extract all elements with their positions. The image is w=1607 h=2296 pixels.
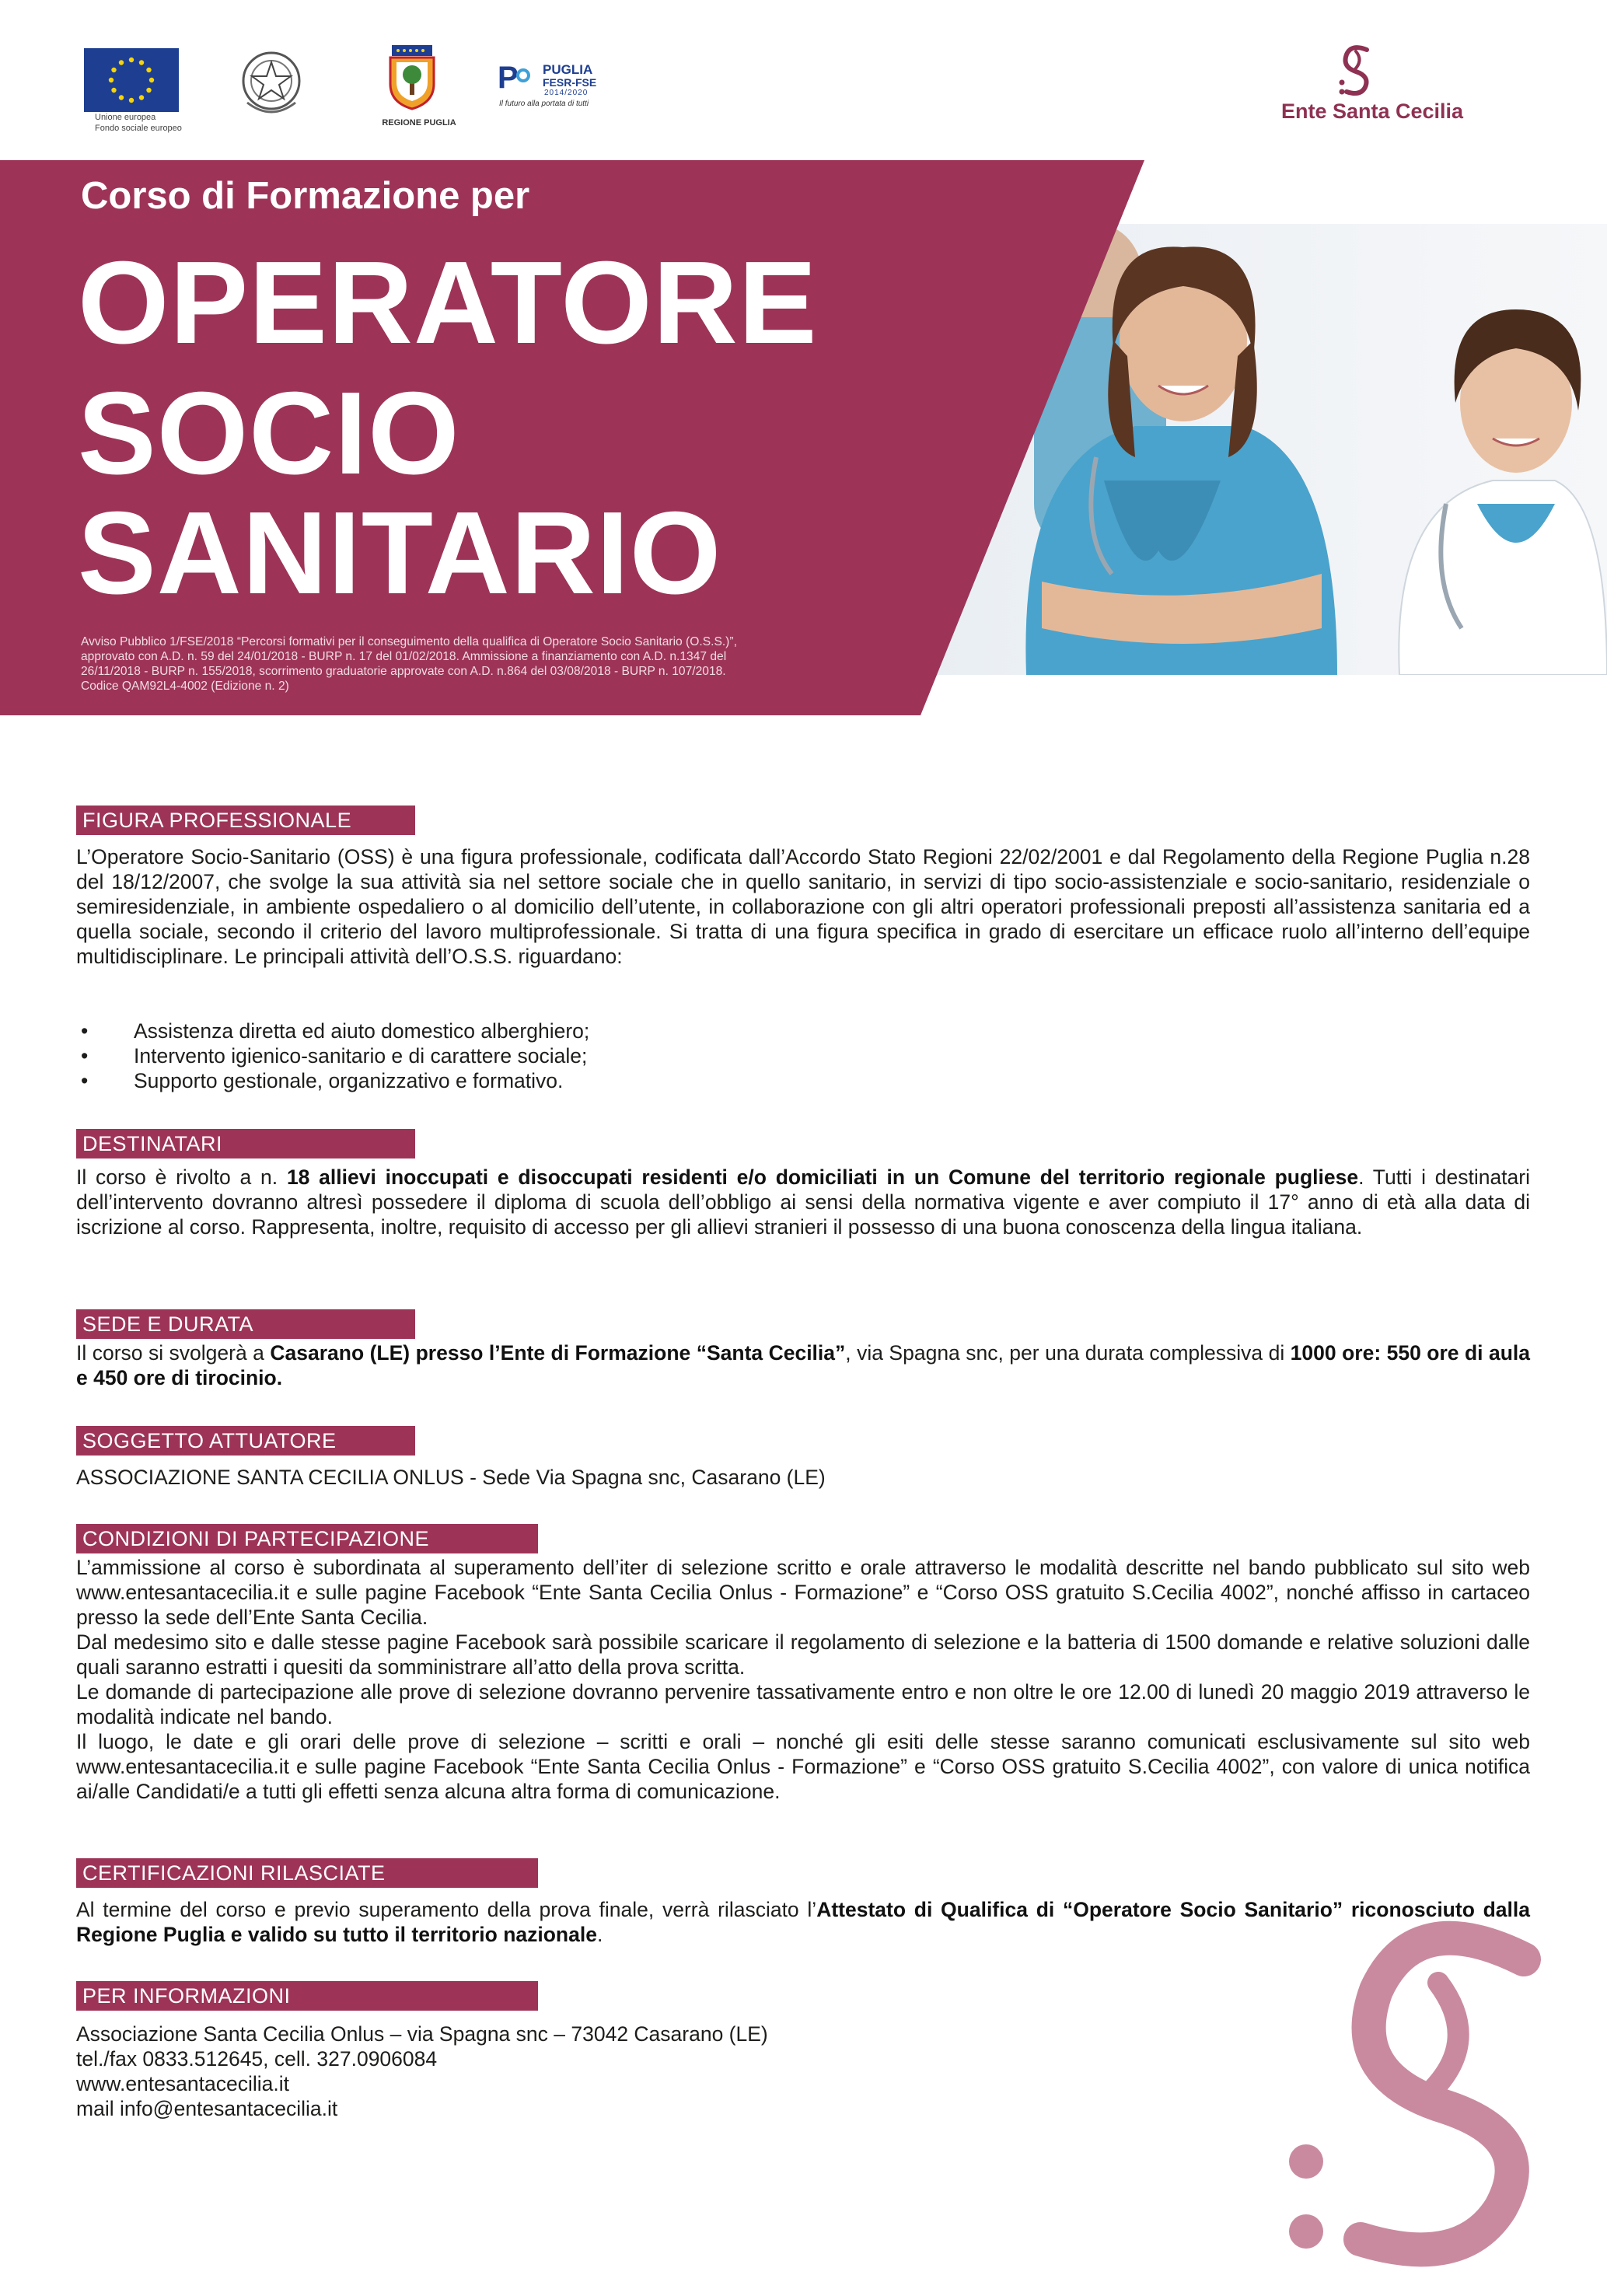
condizioni-paragraph: Dal medesimo sito e dalle stesse pagine Facebook sarà possibile scaricare il regolamento di selezione e la batteria di 1500 domande e relative soluzioni dalle quali saranno estratti i quesiti da somministrare all’atto della prova scritta. — [76, 1630, 1530, 1679]
certificazioni-text-bold: Attestato di Qualifica di “Operatore Socio Sanitario” riconosciuto dalla Regione Puglia e valido su tutto il territorio nazionale — [76, 1898, 1530, 1946]
bullet-icon: • — [81, 1069, 89, 1092]
bullet-icon: • — [81, 1019, 89, 1043]
certificazioni-text-post: . — [596, 1923, 603, 1946]
section-heading-certificazioni: CERTIFICAZIONI RILASCIATE — [76, 1858, 538, 1888]
avviso-line: 26/11/2018 - BURP n. 155/2018, scorrimento graduatorie approvate con A.D. n.864 del 03/08/2018 - BURP n. 107/2018. — [81, 665, 726, 678]
destinatari-text-bold: 18 allievi inoccupati e disoccupati residenti e/o domiciliati in un Comune del territorio regionale pugliese — [286, 1165, 1359, 1189]
list-item-text: Supporto gestionale, organizzativo e formativo. — [134, 1069, 564, 1092]
banner-subtitle: Corso di Formazione per — [81, 175, 530, 217]
por-puglia-text: PUGLIA — [543, 62, 593, 77]
info-phone: tel./fax 0833.512645, cell. 327.0906084 — [76, 2047, 438, 2071]
soggetto-text: ASSOCIAZIONE SANTA CECILIA ONLUS - Sede Via Spagna snc, Casarano (LE) — [76, 1466, 826, 1489]
sede-text-pre: Il corso si svolgerà a — [76, 1341, 271, 1365]
certificazioni-text — [76, 1897, 1530, 1947]
title-line-sanitario: SANITARIO — [78, 487, 722, 618]
avviso-pubblico-note — [81, 634, 905, 694]
condizioni-text — [76, 1555, 1530, 1804]
avviso-line: Avviso Pubblico 1/FSE/2018 “Percorsi formativi per il conseguimento della qualifica di Operatore Socio Sanitario (O.S.S.)”, — [81, 635, 737, 648]
por-p-letter: P — [498, 61, 519, 95]
destinatari-text-pre: Il corso è rivolto a n. — [76, 1165, 287, 1189]
por-fesr-text: FESR-FSE — [543, 76, 597, 89]
section-heading-soggetto: SOGGETTO ATTUATORE — [76, 1426, 415, 1456]
condizioni-paragraph: Il luogo, le date e gli orari delle prove di selezione – scritti e orali – nonché gli esiti delle stesse saranno comunicati esclusivamente sul sito web www.entesantacecilia.it e sulle pagine Facebook “Ente Santa Cecilia Onlus - Formazione” e “Corso OSS gratuito S.Cecilia 4002”, con valore di unica notifica ai/alle Candidati/e a tutti gli effetti senza alcuna altra forma di comunicazione. — [76, 1730, 1530, 1803]
por-years-text: 2014/2020 — [544, 89, 589, 97]
info-website-link[interactable]: www.entesantacecilia.it — [76, 2072, 289, 2095]
list-item-text: Intervento igienico-sanitario e di carattere sociale; — [134, 1044, 588, 1068]
por-puglia-logo — [498, 61, 606, 115]
avviso-line: Codice QAM92L4-4002 (Edizione n. 2) — [81, 680, 289, 693]
list-item-text: Assistenza diretta ed aiuto domestico alberghiero; — [134, 1019, 590, 1043]
info-address: Associazione Santa Cecilia Onlus – via Spagna snc – 73042 Casarano (LE) — [76, 2022, 768, 2046]
regione-puglia-shield-icon — [387, 44, 437, 110]
ente-santa-cecilia-mark-icon — [1333, 44, 1379, 98]
section-heading-info: PER INFORMAZIONI — [76, 1981, 538, 2011]
list-item — [76, 1043, 854, 1068]
eu-caption — [95, 112, 188, 134]
por-circle-icon — [516, 68, 530, 82]
section-heading-destinatari: DESTINATARI — [76, 1129, 415, 1158]
avviso-line: approvato con A.D. n. 59 del 24/01/2018 - BURP n. 17 del 01/02/2018. Ammissione a finanziamento con A.D. n.1347 del — [81, 650, 727, 663]
italian-republic-emblem-icon — [238, 45, 305, 121]
eu-stars-icon — [84, 48, 179, 112]
section-heading-sede: SEDE E DURATA — [76, 1309, 415, 1339]
title-line-socio: SOCIO — [78, 367, 460, 498]
ente-santa-cecilia-large-mark-icon — [1236, 1913, 1602, 2278]
section-heading-figura: FIGURA PROFESSIONALE — [76, 806, 415, 835]
eu-caption-line2: Fondo sociale europeo — [95, 124, 182, 133]
sede-text-bold2: 1000 ore: 550 ore di aula e 450 ore di tirocinio. — [76, 1341, 1530, 1389]
bullet-icon: • — [81, 1044, 89, 1068]
condizioni-paragraph: Le domande di partecipazione alle prove di selezione dovranno pervenire tassativamente entro e non oltre le ore 12.00 di lunedì 20 maggio 2019 attraverso le modalità indicate nel bando. — [76, 1680, 1530, 1728]
destinatari-text — [76, 1165, 1530, 1239]
certificazioni-text-pre: Al termine del corso e previo superamento della prova finale, verrà rilasciato l’ — [76, 1898, 817, 1921]
sede-text-bold1: Casarano (LE) presso l’Ente di Formazione “Santa Cecilia” — [270, 1341, 846, 1365]
info-email-link[interactable]: mail info@entesantacecilia.it — [76, 2097, 338, 2120]
figura-text: L’Operatore Socio-Sanitario (OSS) è una figura professionale, codificata dall’Accordo Stato Regioni 22/02/2001 e dal Regolamento della Regione Puglia n.28 del 18/12/2007, che svolge la sua attività sia nel settore sociale che in quello sanitario, in servizi di tipo socio-assistenziale e socio-sanitario, residenziale o semiresidenziale, in ambiente ospedaliero o al domicilio dell’utente, in collaborazione con gli altri operatori professionali preposti all’assistenza sanitaria ed a quella sociale, secondo il criterio del lavoro multiprofessionale. Si tratta di una figura specifica in grado di esercitare un efficace ruolo all’interno dell’equipe multidisciplinare. Le principali attività dell’O.S.S. riguardano: — [76, 845, 1530, 968]
title-line-operatore: OPERATORE — [78, 236, 818, 368]
ente-santa-cecilia-name: Ente Santa Cecilia — [1280, 100, 1464, 123]
list-item — [76, 1068, 854, 1093]
regione-puglia-label: REGIONE PUGLIA — [382, 118, 456, 128]
destinatari-text-post: . Tutti i destinatari dell’intervento dovranno altresì possedere il diploma di scuola dell’obbligo ai sensi della normativa vigente e aver compiuto il 17° anno di età alla data di iscrizione al corso. Rappresenta, inoltre, requisito di accesso per gli allievi stranieri il possesso di una buona conoscenza della lingua italiana. — [76, 1165, 1530, 1239]
condizioni-paragraph: L’ammissione al corso è subordinata al superamento dell’iter di selezione scritto e orale attraverso le modalità descritte nel bando pubblicato sul sito web www.entesantacecilia.it e sulle pagine Facebook “Ente Santa Cecilia Onlus - Formazione” e “Corso OSS gratuito S.Cecilia 4002”, nonché affisso in cartaceo presso la sede dell’Ente Santa Cecilia. — [76, 1556, 1530, 1629]
figura-bullet-list — [76, 1019, 854, 1093]
por-tagline: Il futuro alla portata di tutti — [499, 100, 589, 108]
list-item — [76, 1019, 854, 1043]
section-heading-condizioni: CONDIZIONI DI PARTECIPAZIONE — [76, 1524, 538, 1553]
sede-text-mid: , via Spagna snc, per una durata complessiva di — [845, 1341, 1291, 1365]
eu-caption-line1: Unione europea — [95, 113, 156, 122]
info-text — [76, 2022, 1009, 2121]
eu-flag-logo — [84, 48, 179, 112]
sede-text — [76, 1340, 1530, 1390]
